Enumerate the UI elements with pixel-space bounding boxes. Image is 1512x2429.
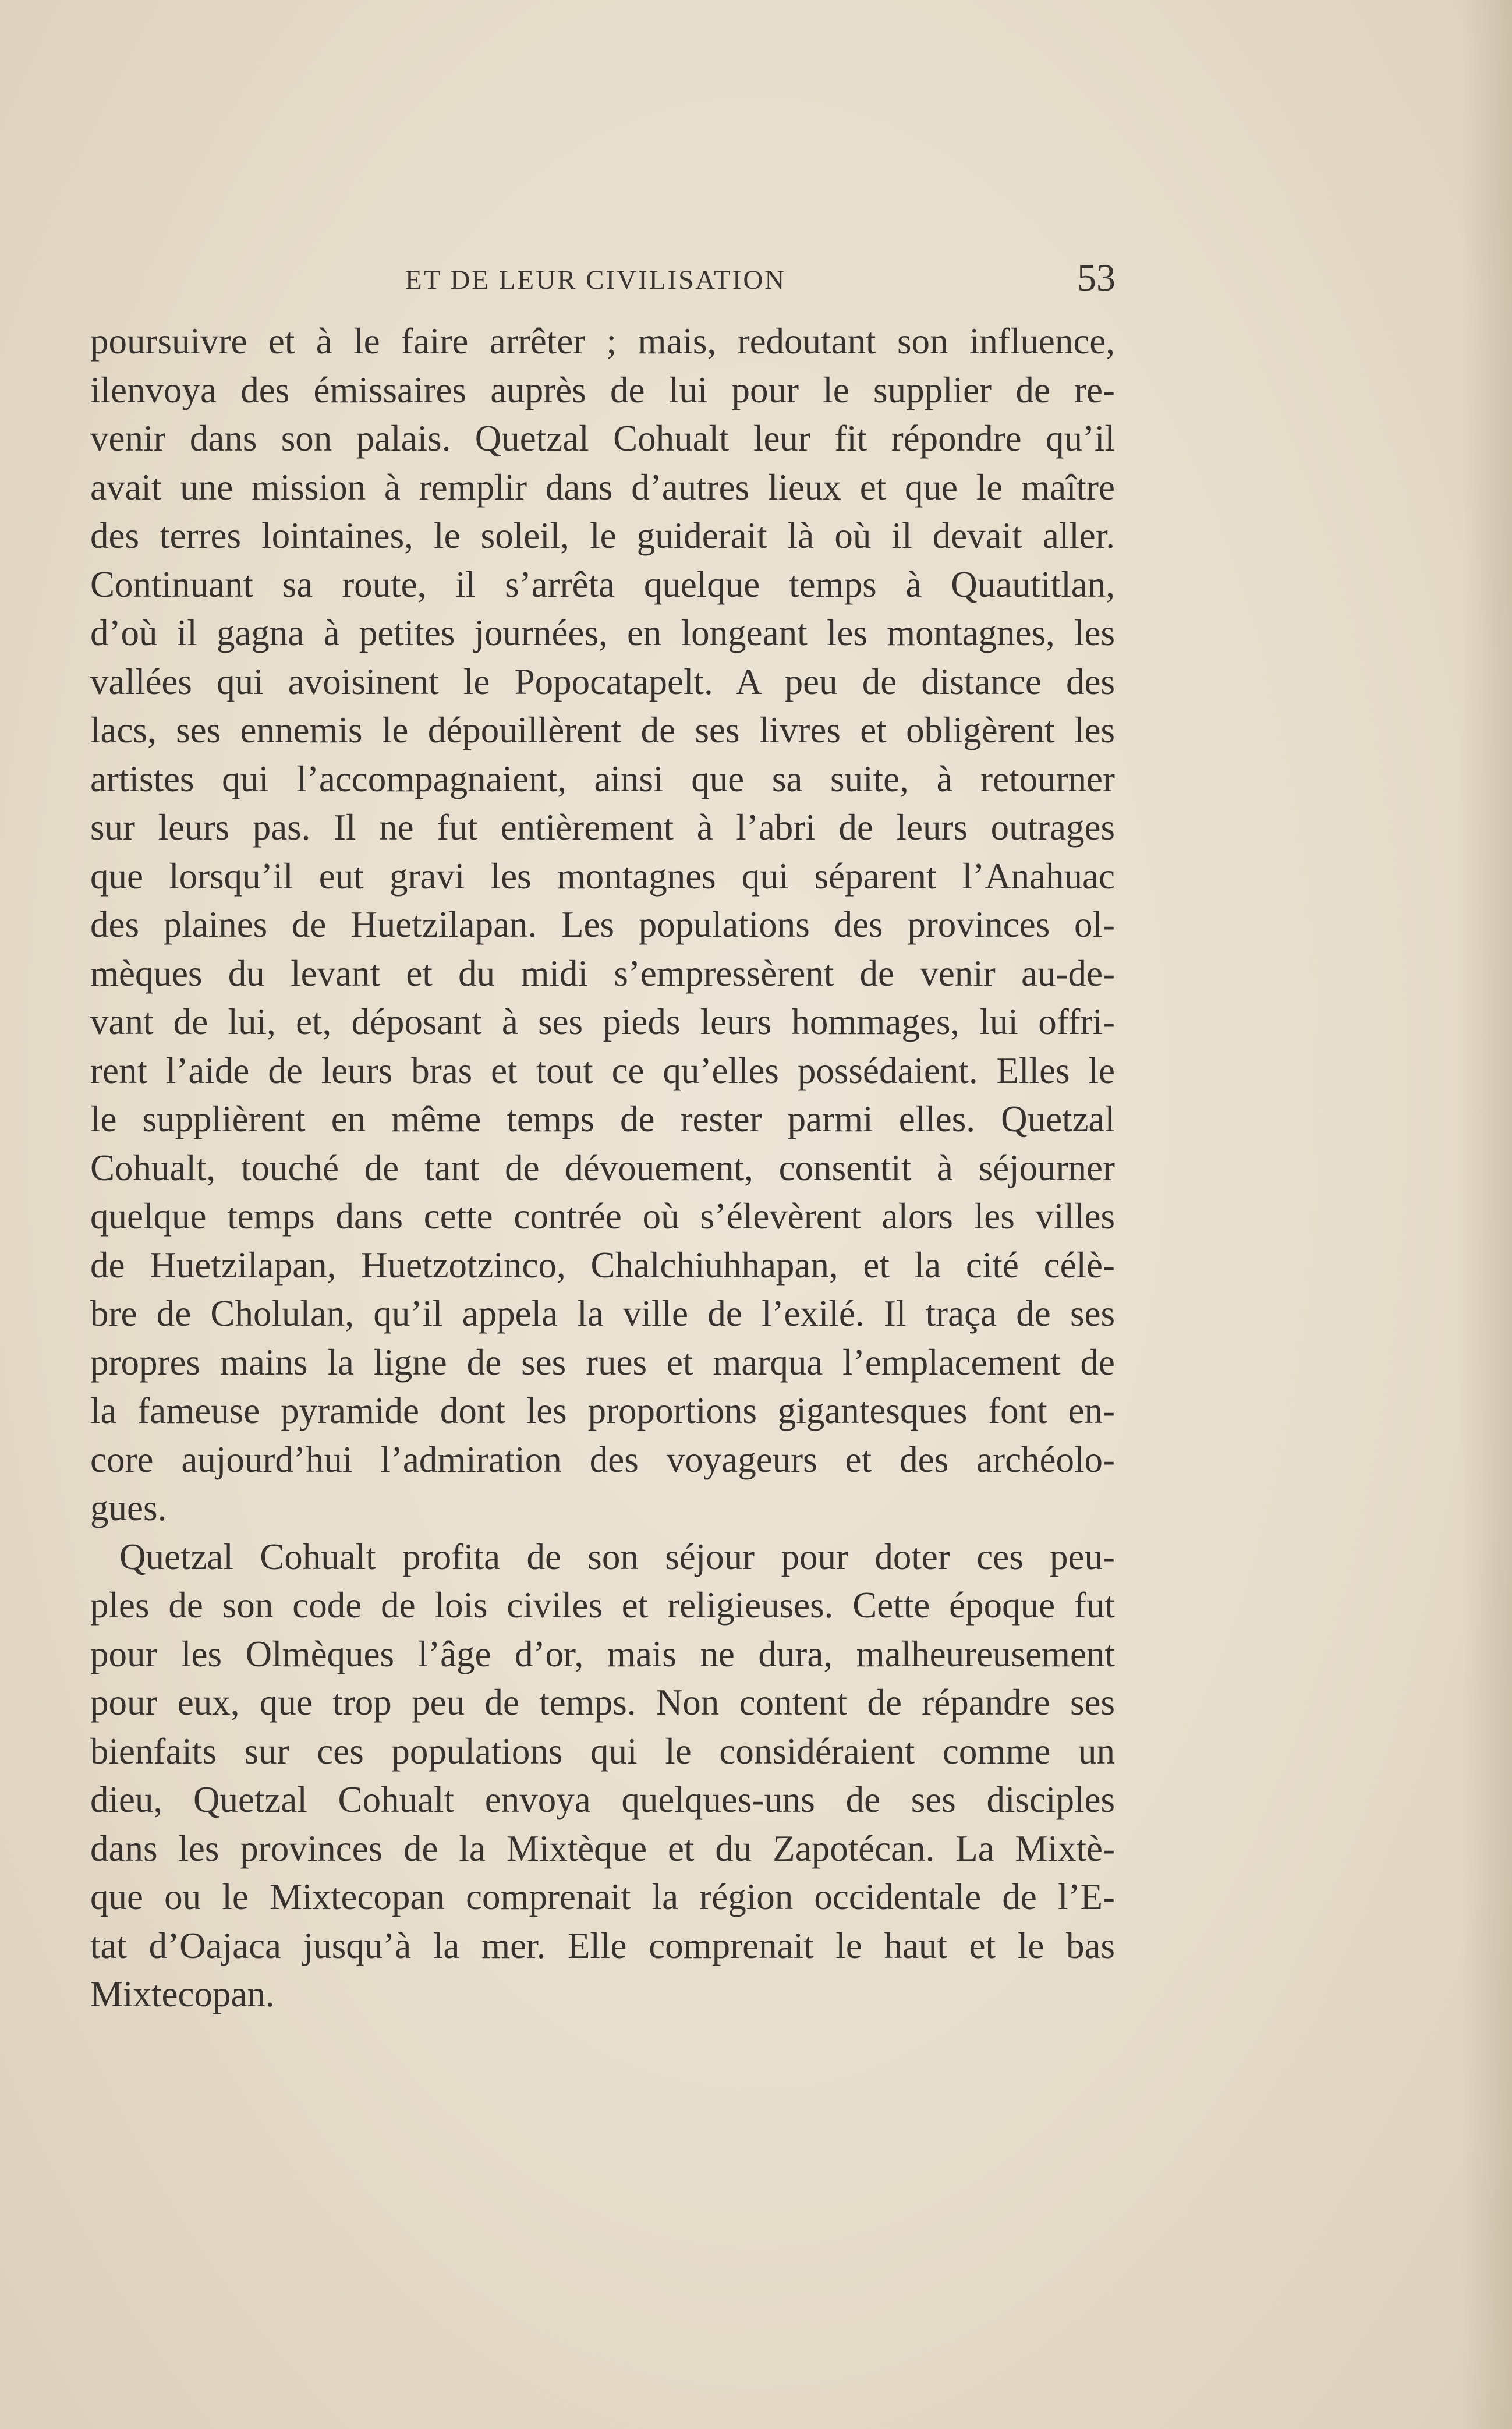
text-line: Continuant sa route, il s’arrêta quelque temps à Quautitlan, bbox=[90, 564, 1115, 605]
text-line: avait une mission à remplir dans d’autres lieux et que le maître bbox=[90, 466, 1115, 508]
text-line: vallées qui avoisinent le Popocatapelt. A peu de distance des bbox=[90, 661, 1115, 702]
body-text bbox=[90, 317, 1115, 2019]
text-line: poursuivre et à le faire arrêter ; mais, redoutant son influence, bbox=[90, 321, 1115, 362]
page-header bbox=[93, 256, 1141, 303]
text-line: bre de Cholulan, qu’il appela la ville de l’exilé. Il traça de ses bbox=[90, 1293, 1115, 1334]
text-line: le supplièrent en même temps de rester parmi elles. Quetzal bbox=[90, 1099, 1115, 1139]
text-line: que ou le Mixtecopan comprenait la région occidentale de l’E- bbox=[90, 1876, 1115, 1917]
text-line: sur leurs pas. Il ne fut entièrement à l’abri de leurs outrages bbox=[90, 807, 1115, 848]
page-number: 53 bbox=[1077, 257, 1116, 299]
text-line: de Huetzilapan, Huetzotzinco, Chalchiuhhapan, et la cité célè- bbox=[90, 1244, 1115, 1286]
text-line: pour les Olmèques l’âge d’or, mais ne dura, malheureusement bbox=[90, 1633, 1115, 1674]
paragraph-2 bbox=[90, 1533, 1115, 2019]
text-line: dieu, Quetzal Cohualt envoya quelques-uns de ses disciples bbox=[90, 1779, 1115, 1820]
running-title: ET DE LEUR CIVILISATION bbox=[405, 265, 787, 295]
text-line: ilenvoya des émissaires auprès de lui pour le supplier de re- bbox=[90, 369, 1115, 410]
text-line: core aujourd’hui l’admiration des voyageurs et des archéolo- bbox=[90, 1439, 1115, 1480]
text-line: dans les provinces de la Mixtèque et du Zapotécan. La Mixtè- bbox=[90, 1828, 1115, 1869]
text-line: quelque temps dans cette contrée où s’élevèrent alors les villes bbox=[90, 1196, 1115, 1237]
text-line: la fameuse pyramide dont les proportions gigantesques font en- bbox=[90, 1390, 1115, 1431]
text-line: tat d’Oajaca jusqu’à la mer. Elle comprenait le haut et le bas bbox=[90, 1925, 1115, 1966]
text-line: propres mains la ligne de ses rues et marqua l’emplacement de bbox=[90, 1341, 1115, 1383]
text-line: Mixtecopan. bbox=[90, 1974, 275, 2014]
text-line: mèques du levant et du midi s’empressèrent de venir au-de- bbox=[90, 953, 1115, 994]
text-line: gues. bbox=[90, 1488, 167, 1528]
text-line: des terres lointaines, le soleil, le guiderait là où il devait aller. bbox=[90, 515, 1115, 556]
text-line: des plaines de Huetzilapan. Les populations des provinces ol- bbox=[90, 904, 1115, 945]
text-line: lacs, ses ennemis le dépouillèrent de ses livres et obligèrent les bbox=[90, 710, 1115, 750]
text-line: que lorsqu’il eut gravi les montagnes qui séparent l’Anahuac bbox=[90, 855, 1115, 897]
page-edge-shadow bbox=[1460, 0, 1512, 2429]
text-line: vant de lui, et, déposant à ses pieds leurs hommages, lui offri- bbox=[90, 1001, 1115, 1042]
paragraph-1 bbox=[90, 317, 1115, 1533]
text-line: Cohualt, touché de tant de dévouement, consentit à séjourner bbox=[90, 1147, 1115, 1188]
text-line: Quetzal Cohualt profita de son séjour pour doter ces peu- bbox=[119, 1536, 1115, 1577]
text-line: rent l’aide de leurs bras et tout ce qu’elles possédaient. Elles le bbox=[90, 1050, 1115, 1091]
text-line: bienfaits sur ces populations qui le considéraient comme un bbox=[90, 1730, 1115, 1772]
text-line: pour eux, que trop peu de temps. Non content de répandre ses bbox=[90, 1682, 1115, 1723]
text-line: d’où il gagna à petites journées, en longeant les montagnes, les bbox=[90, 612, 1115, 653]
text-line: ples de son code de lois civiles et religieuses. Cette époque fut bbox=[90, 1585, 1115, 1626]
text-line: artistes qui l’accompagnaient, ainsi que sa suite, à retourner bbox=[90, 758, 1115, 799]
text-line: venir dans son palais. Quetzal Cohualt leur fit répondre qu’il bbox=[90, 418, 1115, 459]
